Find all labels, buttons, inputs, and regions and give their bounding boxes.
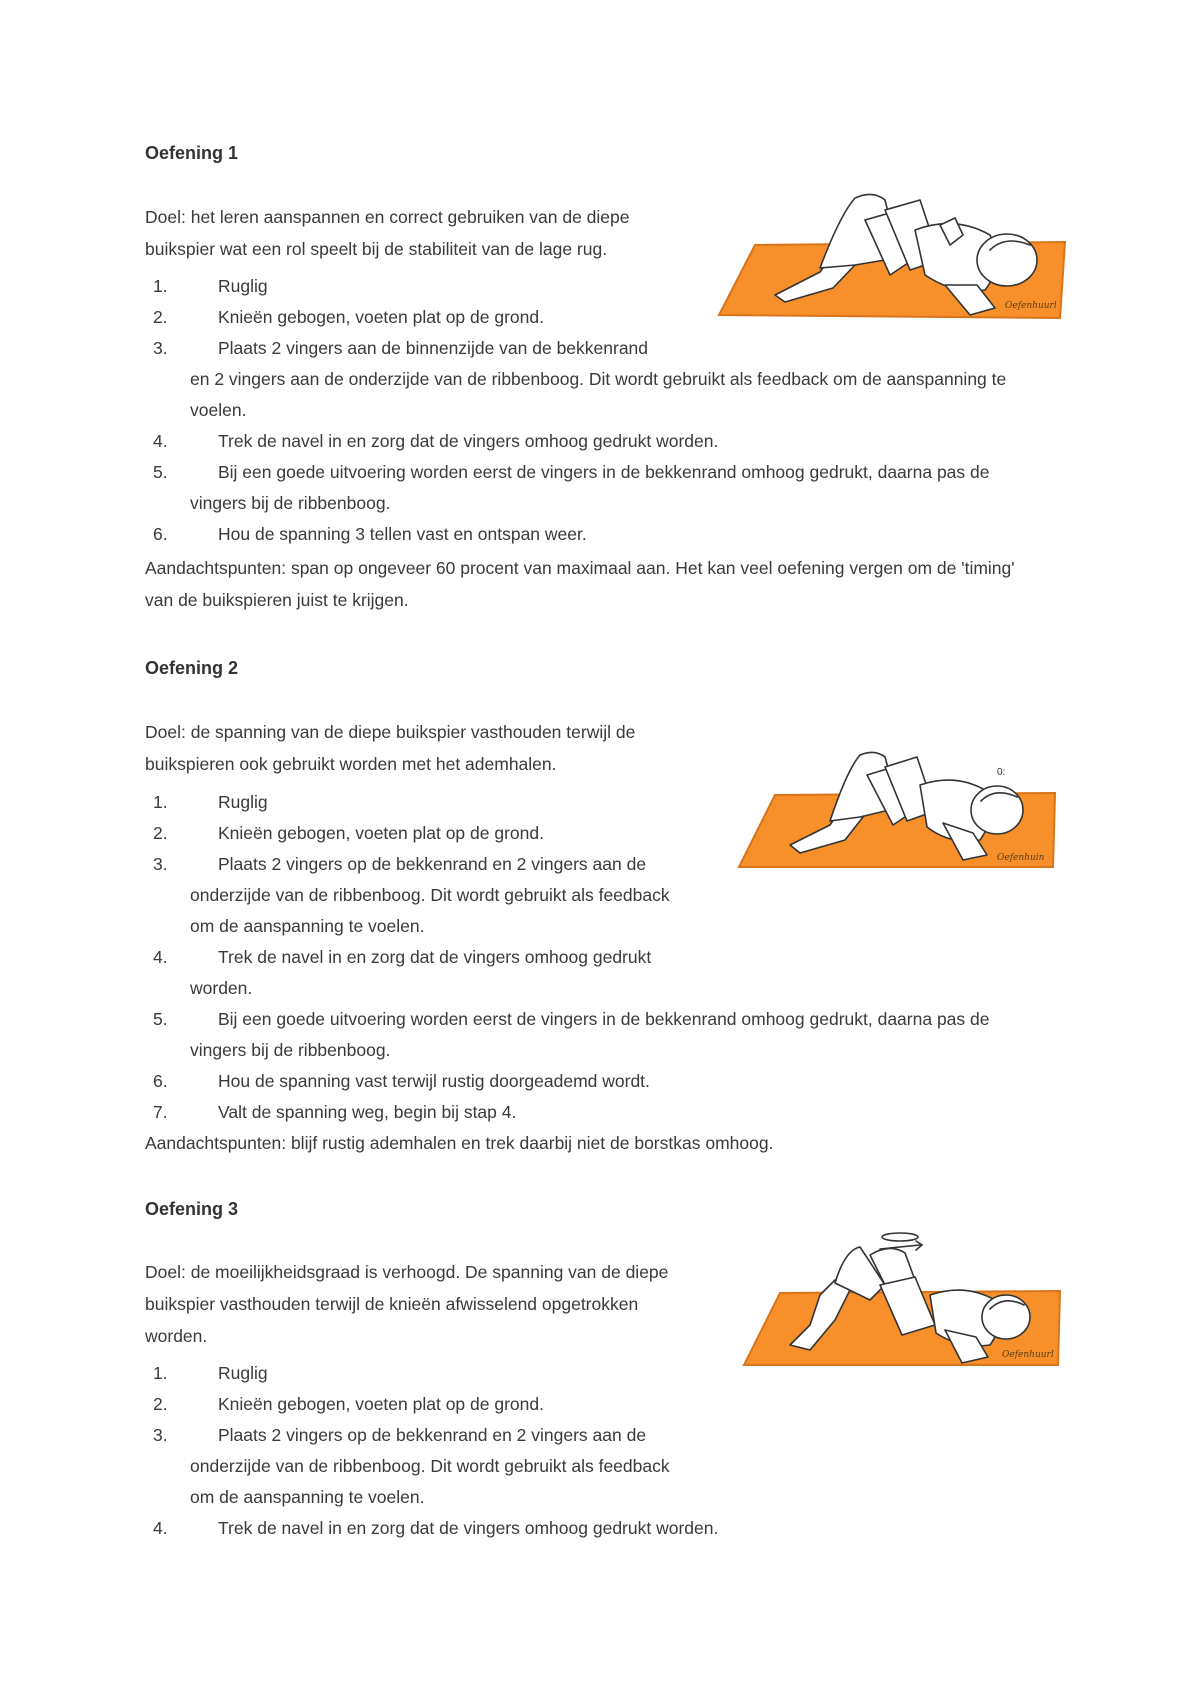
step-text: vingers bij de ribbenboog. xyxy=(190,1040,391,1060)
step-text: worden. xyxy=(190,978,253,998)
exercise-title: Oefening 3 xyxy=(145,1199,239,1219)
exercise-goal-line: buikspier wat een rol speelt bij de stabiliteit van de lage rug. xyxy=(145,239,608,259)
step-number: 3. xyxy=(153,1425,168,1445)
step-number: 4. xyxy=(153,1518,168,1538)
person-lying-knee-lift-on-mat-icon xyxy=(740,1225,1070,1375)
step-number: 5. xyxy=(153,1009,168,1029)
step-text: Trek de navel in en zorg dat de vingers omhoog gedrukt worden. xyxy=(218,431,719,451)
watermark: Oefenhuurl xyxy=(1002,1350,1054,1360)
exercise-goal-line: buikspier vasthouden terwijl de knieën afwisselend opgetrokken xyxy=(145,1294,639,1314)
step-text: Trek de navel in en zorg dat de vingers omhoog gedrukt worden. xyxy=(218,1518,719,1538)
step-text: Knieën gebogen, voeten plat op de grond. xyxy=(218,1394,544,1414)
person-lying-on-mat-icon xyxy=(715,190,1075,330)
step-number: 1. xyxy=(153,276,168,296)
step-text: Ruglig xyxy=(218,1363,268,1383)
step-number: 4. xyxy=(153,947,168,967)
step-text: Plaats 2 vingers op de bekkenrand en 2 vingers aan de xyxy=(218,1425,647,1445)
step-number: 2. xyxy=(153,823,168,843)
step-text: Ruglig xyxy=(218,276,268,296)
step-text: Valt de spanning weg, begin bij stap 4. xyxy=(218,1102,517,1122)
step-number: 5. xyxy=(153,462,168,482)
step-number: 6. xyxy=(153,1071,168,1091)
step-number: 2. xyxy=(153,1394,168,1414)
step-text: om de aanspanning te voelen. xyxy=(190,1487,425,1507)
step-text: onderzijde van de ribbenboog. Dit wordt gebruikt als feedback xyxy=(190,1456,670,1476)
step-text: voelen. xyxy=(190,400,247,420)
exercise-goal-line: buikspieren ook gebruikt worden met het ademhalen. xyxy=(145,754,557,774)
step-text: en 2 vingers aan de onderzijde van de ribbenboog. Dit wordt gebruikt als feedback om de aanspanning te xyxy=(190,369,1007,389)
step-number: 3. xyxy=(153,338,168,358)
person-lying-on-mat-icon xyxy=(735,745,1065,880)
exercise-note-line: van de buikspieren juist te krijgen. xyxy=(145,590,409,610)
exercise-goal-line: worden. xyxy=(145,1326,208,1346)
watermark: Oefenhuin xyxy=(997,853,1045,863)
step-text: Bij een goede uitvoering worden eerst de vingers in de bekkenrand omhoog gedrukt, daarna pas de xyxy=(218,462,990,482)
exercise-title: Oefening 1 xyxy=(145,143,239,163)
step-number: 2. xyxy=(153,307,168,327)
step-number: 6. xyxy=(153,524,168,544)
step-text: Plaats 2 vingers op de bekkenrand en 2 vingers aan de xyxy=(218,854,647,874)
step-text: Knieën gebogen, voeten plat op de grond. xyxy=(218,823,544,843)
step-text: om de aanspanning te voelen. xyxy=(190,916,425,936)
step-number: 1. xyxy=(153,1363,168,1383)
step-number: 4. xyxy=(153,431,168,451)
step-text: Trek de navel in en zorg dat de vingers omhoog gedrukt xyxy=(218,947,652,967)
exercise-title: Oefening 2 xyxy=(145,658,239,678)
exercise-illustration xyxy=(740,1225,1070,1375)
step-number: 7. xyxy=(153,1102,168,1122)
step-text: Hou de spanning vast terwijl rustig doorgeademd wordt. xyxy=(218,1071,650,1091)
exercise-note-line: Aandachtspunten: blijf rustig ademhalen en trek daarbij niet de borstkas omhoog. xyxy=(145,1133,774,1153)
exercise-goal-line: Doel: de moeilijkheidsgraad is verhoogd. De spanning van de diepe xyxy=(145,1262,669,1282)
exercise-goal-line: Doel: het leren aanspannen en correct gebruiken van de diepe xyxy=(145,207,630,227)
step-text: Hou de spanning 3 tellen vast en ontspan weer. xyxy=(218,524,587,544)
exercise-goal-line: Doel: de spanning van de diepe buikspier vasthouden terwijl de xyxy=(145,722,636,742)
exercise-note-line: Aandachtspunten: span op ongeveer 60 procent van maximaal aan. Het kan veel oefening vergen om de 'timing' xyxy=(145,558,1015,578)
step-text: Knieën gebogen, voeten plat op de grond. xyxy=(218,307,544,327)
exercise-illustration xyxy=(715,190,1075,330)
step-text: Ruglig xyxy=(218,792,268,812)
step-number: 1. xyxy=(153,792,168,812)
step-number: 3. xyxy=(153,854,168,874)
step-text: Bij een goede uitvoering worden eerst de vingers in de bekkenrand omhoog gedrukt, daarna pas de xyxy=(218,1009,990,1029)
watermark: Oefenhuurl xyxy=(1005,301,1057,311)
step-text: vingers bij de ribbenboog. xyxy=(190,493,391,513)
exercise-illustration xyxy=(735,745,1065,880)
step-text: Plaats 2 vingers aan de binnenzijde van de bekkenrand xyxy=(218,338,649,358)
step-text: onderzijde van de ribbenboog. Dit wordt gebruikt als feedback xyxy=(190,885,670,905)
breath-mark: 0: xyxy=(997,767,1006,778)
